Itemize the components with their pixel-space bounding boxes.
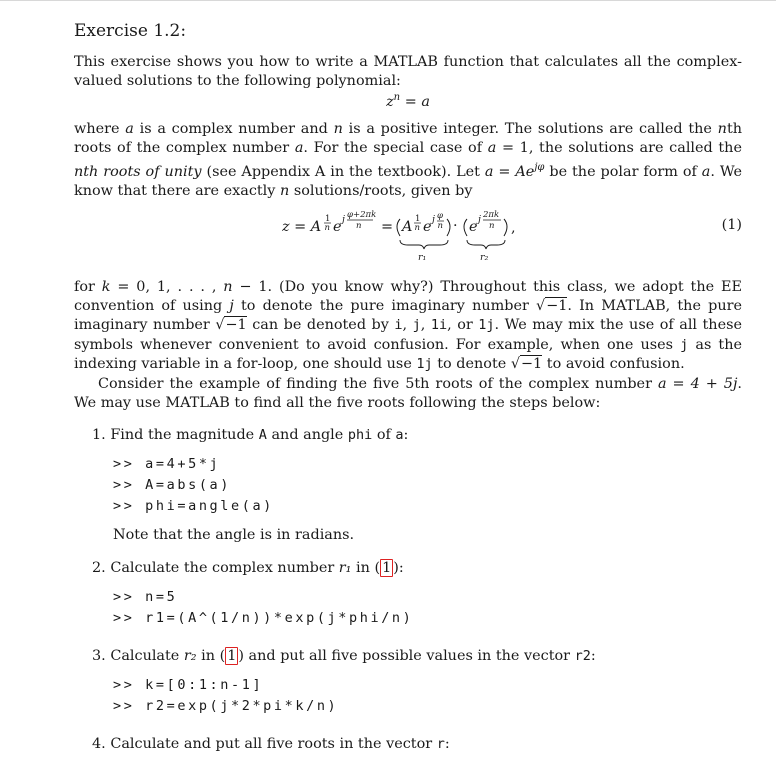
code-symbol: a bbox=[395, 427, 404, 443]
eq1-n-b: n bbox=[414, 223, 420, 233]
p3-text: , bbox=[420, 317, 431, 334]
p2-math: a bbox=[125, 121, 134, 137]
eq1-den-b: n bbox=[437, 221, 443, 231]
step-text: Calculate bbox=[110, 648, 184, 664]
sqrt-sign: √ bbox=[510, 355, 520, 372]
p3-text: for bbox=[74, 279, 102, 295]
p2-text: . For the special case of bbox=[303, 140, 488, 157]
p3-math: j bbox=[229, 298, 234, 315]
eq1-z: z = A bbox=[282, 219, 322, 235]
step-number: 2. bbox=[92, 560, 106, 576]
p2-math: a bbox=[701, 164, 711, 181]
code-symbol: 1j bbox=[416, 355, 433, 372]
p2-math: n bbox=[717, 121, 727, 137]
eq1-n-a: n bbox=[324, 223, 330, 233]
p3-text: to denote bbox=[432, 355, 511, 372]
sqrt-arg: −1 bbox=[546, 298, 568, 315]
eq1-underbrace-r2 bbox=[467, 240, 505, 249]
p3-math: n bbox=[223, 279, 233, 295]
step-2 bbox=[92, 559, 404, 578]
roots-equation bbox=[282, 205, 547, 263]
step-4 bbox=[92, 735, 450, 754]
p2-text: . We know that there are exactly bbox=[74, 164, 742, 200]
step-text: of bbox=[372, 427, 396, 443]
exercise-title: Exercise 1.2: bbox=[74, 21, 187, 41]
eq1-j-c: j bbox=[478, 214, 481, 225]
eq1-phi: φ bbox=[437, 211, 443, 221]
step-1-note: Note that the angle is in radians. bbox=[113, 527, 355, 543]
step-text: in bbox=[196, 648, 220, 664]
p2-text: (see Appendix A in the textbook). Let bbox=[201, 164, 485, 181]
p2-text: be the polar form of bbox=[544, 164, 702, 181]
eq1-e-a: e bbox=[333, 219, 342, 235]
p4-math: a = 4 + 5j bbox=[657, 376, 738, 392]
eq1-paren-left bbox=[397, 219, 400, 236]
eq1-num-a: φ+2πk bbox=[347, 210, 377, 220]
code-symbol: j bbox=[412, 317, 421, 334]
step-1 bbox=[92, 426, 408, 445]
eq1-equals: = bbox=[381, 219, 394, 235]
p3-text: . In MATLAB, the pure imaginary number bbox=[74, 298, 742, 334]
eq1-dot: · bbox=[453, 218, 458, 234]
p2-text: solutions/roots, given by bbox=[289, 183, 473, 200]
p3-text: to avoid confusion. bbox=[542, 355, 685, 372]
step-3 bbox=[92, 647, 596, 666]
poly-z: z bbox=[386, 93, 394, 110]
p3-text: = 0, 1, . . . , bbox=[110, 279, 224, 295]
eq1-e-c: e bbox=[469, 219, 478, 235]
poly-exp: n bbox=[393, 92, 401, 103]
p3-text: . We may mix the use of all these symbols whenever convenient to avoid confusion. For example, when one uses bbox=[74, 317, 742, 353]
step-text: Find the magnitude bbox=[110, 427, 259, 443]
p2-math: n bbox=[333, 121, 343, 137]
step-text: : bbox=[403, 427, 409, 443]
p2-math: a = Ae bbox=[484, 164, 535, 181]
eq1-paren-right-2 bbox=[504, 219, 507, 236]
step-number: 1. bbox=[92, 427, 106, 443]
eq1-paren-left-2 bbox=[464, 219, 467, 236]
p2-text: = 1, the solutions are called the bbox=[496, 140, 742, 157]
step-text: ) bbox=[238, 648, 244, 664]
eq1-paren-right bbox=[447, 219, 450, 236]
step-text: and put all five possible values in the vector bbox=[243, 648, 575, 664]
roots-paragraph bbox=[74, 120, 742, 202]
step-number: 4. bbox=[92, 736, 106, 752]
code-symbol: r bbox=[436, 736, 445, 752]
step-2-code bbox=[113, 587, 413, 629]
step-text: : bbox=[444, 736, 450, 752]
p3-text: − 1. (Do you know why?) Throughout this class, we adopt the EE convention of using bbox=[74, 279, 742, 315]
equation-reference-link[interactable]: 1 bbox=[227, 648, 237, 664]
code-symbol: i bbox=[394, 317, 403, 334]
sqrt-arg: −1 bbox=[225, 317, 247, 334]
sqrt-sign: √ bbox=[215, 317, 225, 334]
equation-reference-link[interactable]: 1 bbox=[382, 560, 392, 576]
sqrt-minus-one bbox=[511, 355, 542, 372]
eq1-e-b: e bbox=[423, 219, 432, 235]
step-text: ): bbox=[393, 560, 404, 576]
p3-text: can be denoted by bbox=[246, 317, 395, 334]
p2-text: is a positive integer. The solutions are called the bbox=[342, 121, 718, 137]
p2-math: a bbox=[487, 140, 497, 157]
eq1-j-b: j bbox=[432, 214, 435, 225]
p2-text: where bbox=[74, 121, 126, 137]
code-symbol: 1i bbox=[430, 317, 448, 334]
step-text: and angle bbox=[266, 427, 348, 443]
polynomial-equation bbox=[74, 92, 742, 110]
p3-text: to denote the pure imaginary number bbox=[233, 298, 537, 315]
code-symbol: phi bbox=[347, 427, 373, 443]
poly-rhs: = a bbox=[404, 93, 430, 110]
p4-text: Consider the example of finding the five 5th roots of the complex number bbox=[98, 376, 658, 392]
p2-math: a bbox=[294, 140, 304, 157]
step-text: Calculate the complex number bbox=[110, 560, 339, 576]
step-number: 3. bbox=[92, 648, 106, 664]
code-line: >> n=5 bbox=[113, 589, 178, 605]
code-symbol: j bbox=[680, 336, 689, 353]
sqrt-minus-one bbox=[215, 316, 246, 333]
code-line: >> A=abs(a) bbox=[113, 477, 232, 493]
p4-text: . We may use MATLAB to find all the five roots following the steps below: bbox=[74, 376, 742, 412]
step-text: Calculate and put all five roots in the vector bbox=[110, 736, 437, 752]
eq1-r2: r₂ bbox=[480, 252, 489, 263]
step-text: ( bbox=[219, 648, 226, 664]
eq1-one-b: 1 bbox=[415, 214, 421, 224]
step-text: in bbox=[351, 560, 375, 576]
code-line: >> r2=exp(j*2*pi*k/n) bbox=[113, 698, 339, 714]
eq1-r1: r₁ bbox=[418, 252, 427, 263]
svg-text:A: A bbox=[402, 219, 413, 235]
step-text: ( bbox=[374, 560, 381, 576]
code-symbol: r2 bbox=[574, 648, 591, 664]
example-paragraph bbox=[74, 375, 742, 413]
step-math: r₂ bbox=[183, 648, 197, 664]
p2-math: jφ bbox=[534, 162, 545, 174]
eq1-comma: , bbox=[511, 220, 516, 236]
code-line: >> phi=angle(a) bbox=[113, 498, 274, 514]
step-math: r₁ bbox=[338, 560, 352, 576]
eq1-den-a: n bbox=[356, 221, 362, 231]
intro-paragraph: This exercise shows you how to write a MATLAB function that calculates all the complex-valued solutions to the following polynomial: bbox=[74, 54, 742, 90]
sqrt-sign: √ bbox=[536, 298, 546, 315]
p3-text: , or bbox=[447, 317, 479, 334]
step-3-code bbox=[113, 675, 338, 717]
eq1-j-a: j bbox=[342, 214, 345, 225]
top-border-line bbox=[0, 0, 776, 1]
p2-text: th roots of the complex number bbox=[74, 121, 742, 157]
convention-paragraph bbox=[74, 278, 742, 374]
equation-number: (1) bbox=[721, 217, 742, 233]
p3-text: as the indexing variable in a for-loop, one should use bbox=[74, 336, 743, 372]
p3-math: k bbox=[101, 279, 111, 295]
p3-text: , bbox=[402, 317, 413, 334]
p2-text: is a complex number and bbox=[133, 121, 334, 137]
roots-of-unity-term: nth roots of unity bbox=[74, 164, 202, 181]
code-symbol: A bbox=[258, 427, 267, 443]
sqrt-arg: −1 bbox=[521, 355, 543, 372]
sqrt-minus-one bbox=[536, 297, 567, 314]
code-line: >> k=[0:1:n-1] bbox=[113, 677, 264, 693]
p2-math: n bbox=[279, 183, 290, 200]
eq1-2pik: 2πk bbox=[483, 210, 500, 220]
code-symbol: 1j bbox=[478, 317, 495, 334]
code-line: >> r1=(A^(1/n))*exp(j*phi/n) bbox=[113, 610, 414, 626]
step-1-code bbox=[113, 454, 274, 517]
eq1-one-a: 1 bbox=[325, 214, 331, 224]
eq1-underbrace-r1 bbox=[400, 240, 448, 249]
code-line: >> a=4+5*j bbox=[113, 456, 221, 472]
eq1-den-c: n bbox=[489, 221, 495, 231]
step-text: : bbox=[590, 648, 596, 664]
